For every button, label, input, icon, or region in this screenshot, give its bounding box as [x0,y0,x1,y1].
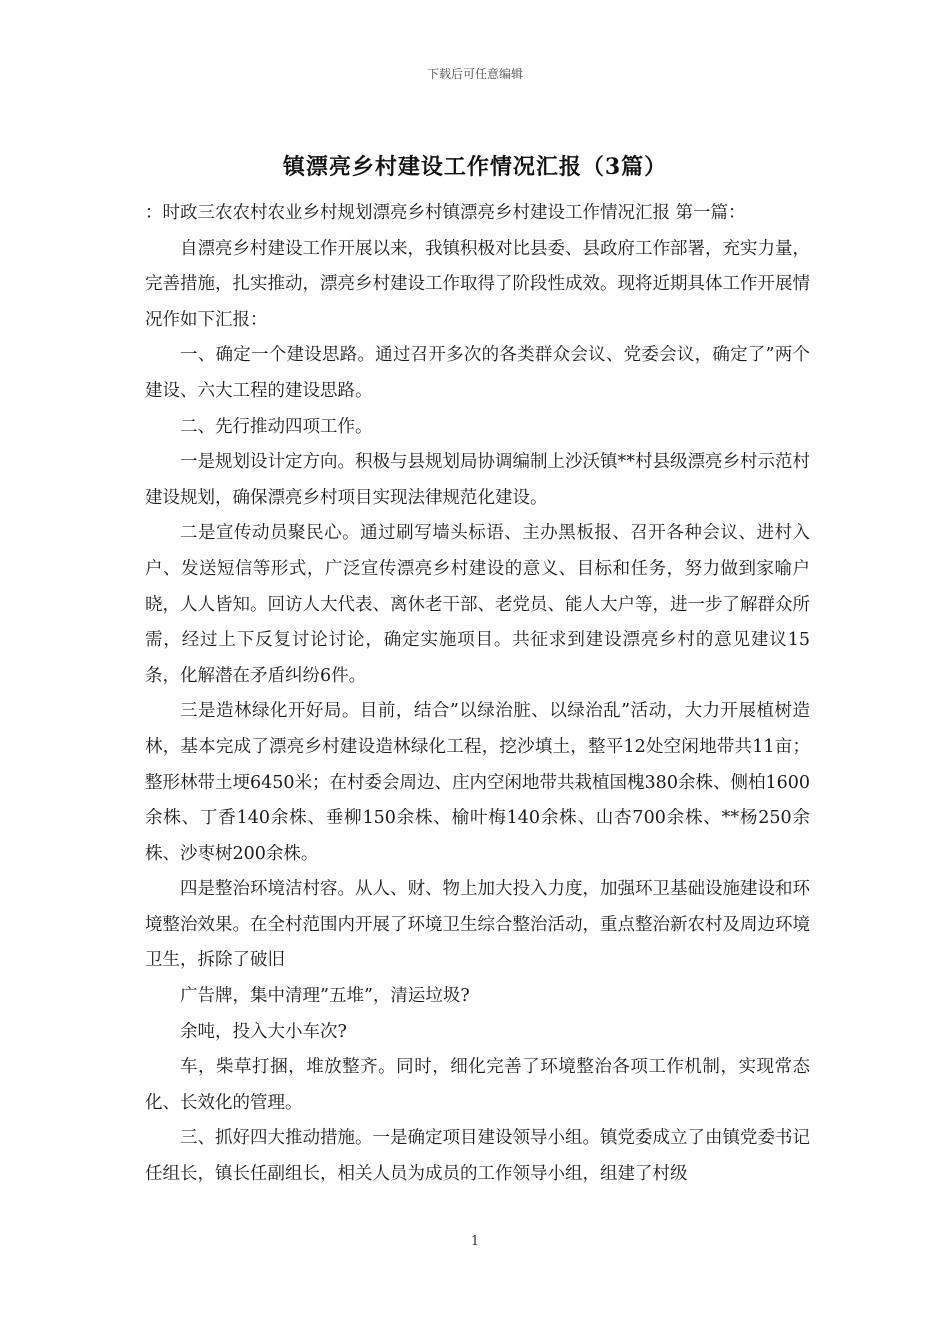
paragraph: 二是宣传动员聚民心。通过刷写墙头标语、主办黑板报、召开各种会议、进村入户、发送短信等形式，广泛宣传漂亮乡村建设的意义、目标和任务，努力做到家喻户晓，人人皆知。回访人大代表、离休老干部、老党员、能人大户等，进一步了解群众所需，经过上下反复讨论讨论，确定实施项目。共征求到建设漂亮乡村的意见建议15条，化解潜在矛盾纠纷6件。 [145,523,810,686]
document-title: 镇漂亮乡村建设工作情况汇报（3篇） [282,154,668,180]
paragraph: 四是整治环境洁村容。从人、财、物上加大投入力度，加强环卫基础设施建设和环境整治效果。在全村范围内开展了环境卫生综合整治活动，重点整治新农村及周边环境卫生，拆除了破旧 [145,879,810,971]
paragraph: 一是规划设计定方向。积极与县规划局协调编制上沙沃镇**村县级漂亮乡村示范村建设规划，确保漂亮乡村项目实现法律规范化建设。 [145,452,810,508]
paragraph: 余吨，投入大小车次? [180,1021,347,1042]
paragraph: 二、先行推动四项工作。 [180,416,373,437]
paragraph-intro: ：时政三农农村农业乡村规划漂亮乡村镇漂亮乡村建设工作情况汇报 第一篇： [145,203,746,223]
paragraph: 三是造林绿化开好局。目前，结合”以绿治脏、以绿治乱”活动，大力开展植树造林，基本完成了漂亮乡村建设造林绿化工程，挖沙填土，整平12处空闲地带共11亩；整形林带土埂6450米；在村委会周边、庄内空闲地带共栽植国槐380余株、侧柏1600余株、丁香140余株、垂柳150余株、榆叶梅140余株、山杏700余株、**杨250余株、沙枣树200余株。 [145,701,810,864]
paragraph: 车，柴草打捆，堆放整齐。同时，细化完善了环境整治各项工作机制，实现常态化、长效化的管理。 [145,1057,810,1113]
document-body [145,196,810,1193]
header-note: 下载后可任意编辑 [426,67,523,81]
paragraph: 广告牌，集中清理”五堆”，清运垃圾? [180,986,470,1007]
page-number: 1 [470,1234,480,1249]
paragraph: 自漂亮乡村建设工作开展以来，我镇积极对比县委、县政府工作部署，充实力量，完善措施，扎实推动，漂亮乡村建设工作取得了阶段性成效。现将近期具体工作开展情况作如下汇报： [145,238,810,330]
paragraph: 三、抓好四大推动措施。一是确定项目建设领导小组。镇党委成立了由镇党委书记任组长，镇长任副组长，相关人员为成员的工作领导小组，组建了村级 [145,1128,810,1185]
paragraph: 一、确定一个建设思路。通过召开多次的各类群众会议、党委会议，确定了”两个建设、六大工程的建设思路。 [145,345,810,401]
